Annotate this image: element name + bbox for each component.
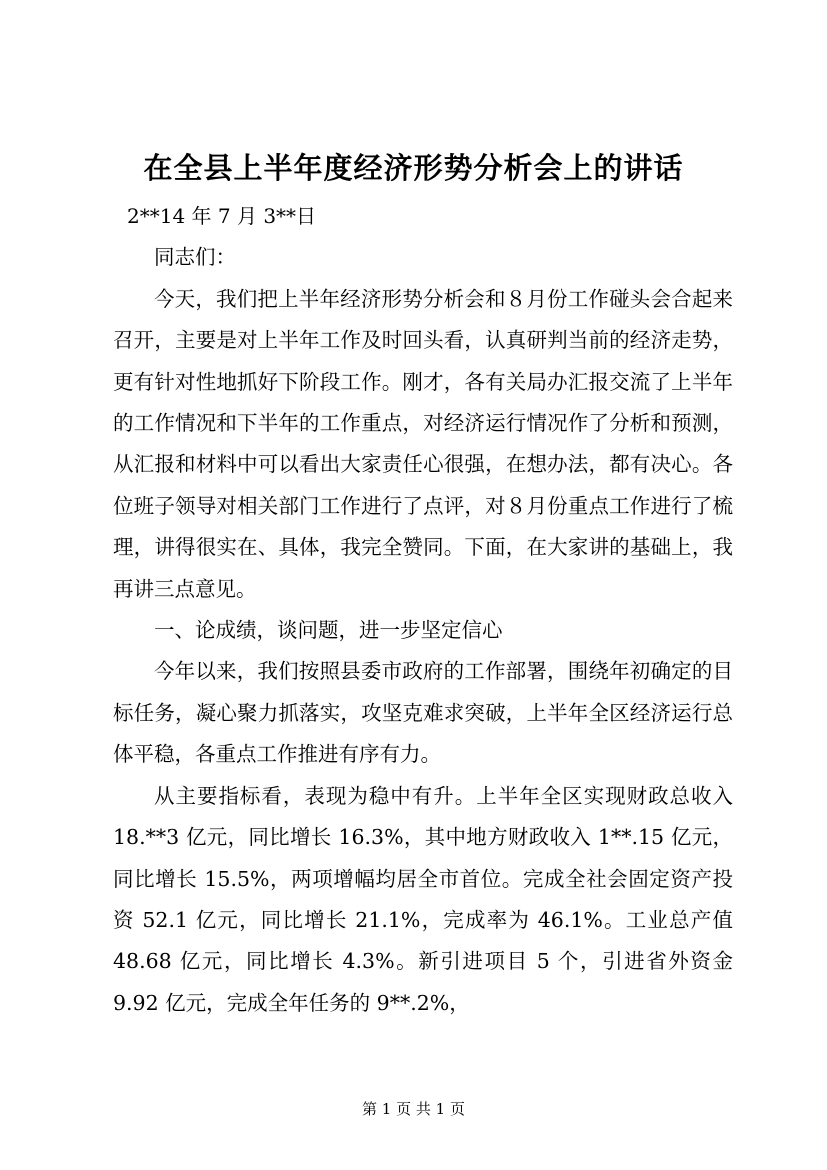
salutation: 同志们： — [154, 245, 236, 270]
paragraph-overview: 今年以来，我们按照县委市政府的工作部署，围绕年初确定的目标任务，凝心聚力抓落实，攻坚克难求突破，上半年全区经济运行总体平稳，各重点工作推进有序有力。 — [113, 659, 733, 767]
section-heading-1: 一、论成绩，谈问题，进一步坚定信心 — [154, 618, 503, 643]
page-footer: 第 1 页 共 1 页 — [362, 1100, 465, 1118]
speech-date: 2**14 年 7 月 3**日 — [127, 204, 317, 228]
paragraph-intro: 今天，我们把上半年经济形势分析会和８月份工作碰头会合起来召开，主要是对上半年工作及时回头看，认真研判当前的经济走势，更有针对性地抓好下阶段工作。刚才，各有关局办汇报交流了上半年的工作情况和下半年的工作重点，对经济运行情况作了分析和预测，从汇报和材料中可以看出大家责任心很强，在想办法，都有决心。各位班子领导对相关部门工作进行了点评，对８月份重点工作进行了梳理，讲得很实在、具体，我完全赞同。下面，在大家讲的基础上，我再讲三点意见。 — [113, 286, 733, 601]
document-title: 在全县上半年度经济形势分析会上的讲话 — [143, 151, 684, 185]
document-body — [113, 196, 733, 1024]
paragraph-indicators: 从主要指标看，表现为稳中有升。上半年全区实现财政总收入 18.**3 亿元，同比增长 16.3%，其中地方财政收入 1**.15 亿元，同比增长 15.5%，两项增幅均居全市首位。完成全社会固定资产投资 52.1 亿元，同比增长 21.1%，完成率为 46.1%。工业总产值 48.68 亿元，同比增长 4.3%。新引进项目 5 个，引进省外资金 9.92 亿元，完成全年任务的 9**.2%， — [113, 783, 733, 1015]
